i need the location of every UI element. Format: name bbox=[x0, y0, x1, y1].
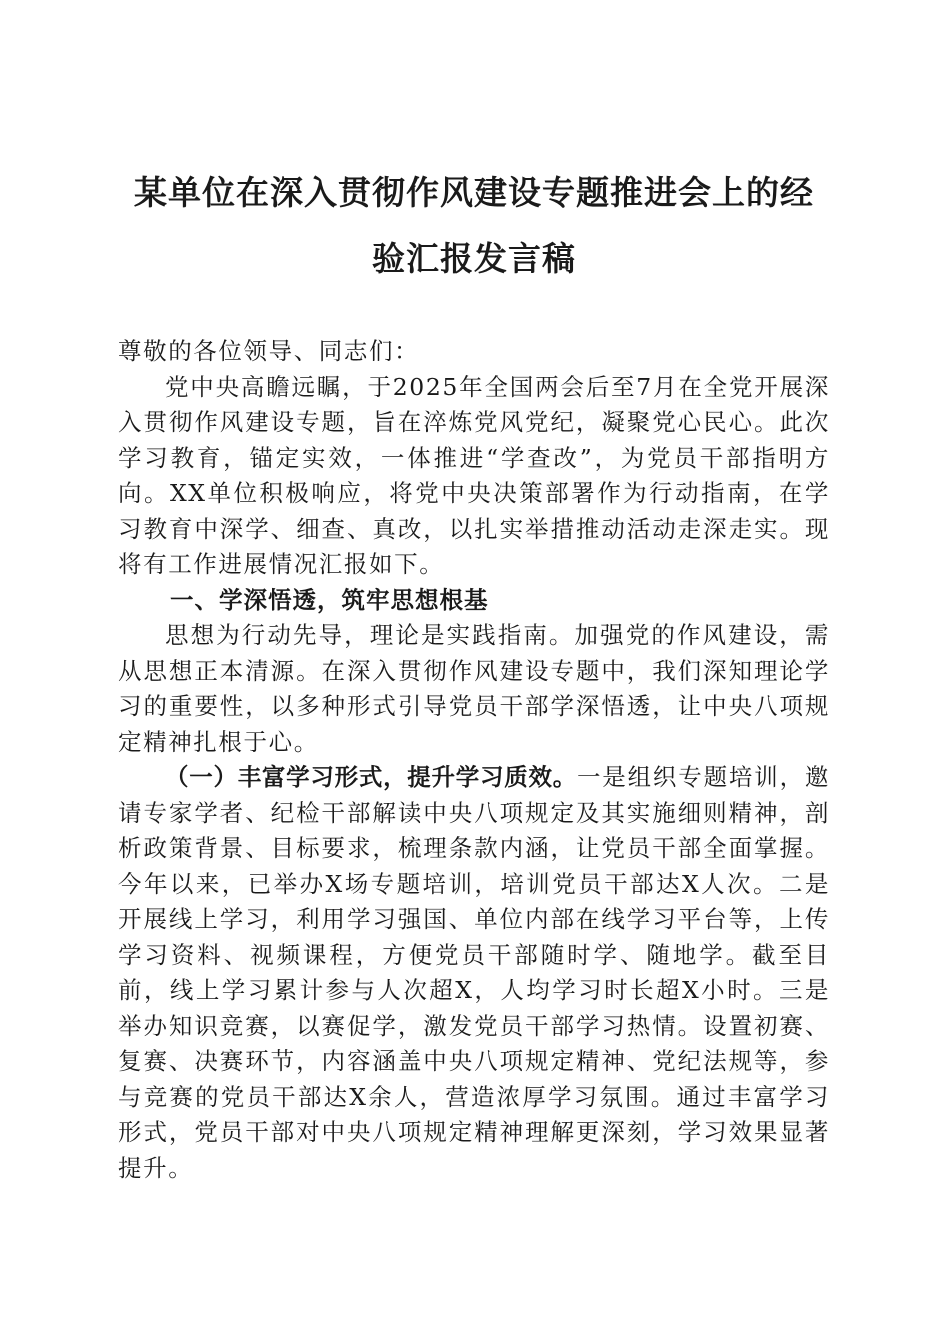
intro-paragraph: 党中央高瞻远瞩，于2025年全国两会后至7月在全党开展深入贯彻作风建设专题，旨在淬炼党风党纪，凝聚党心民心。此次学习教育，锚定实效，一体推进“学查改”，为党员干部指明方向。XX单位积极响应，将党中央决策部署作为行动指南，在学习教育中深学、细查、真改，以扎实举措推动活动走深走实。现将有工作进展情况汇报如下。 bbox=[118, 372, 830, 578]
subsection-1-paragraph bbox=[118, 760, 830, 1186]
document-page bbox=[118, 160, 830, 1186]
subsection-1-text: 一是组织专题培训，邀请专家学者、纪检干部解读中央八项规定及其实施细则精神，剖析政策背景、目标要求，梳理条款内涵，让党员干部全面掌握。今年以来，已举办X场专题培训，培训党员干部达X人次。二是开展线上学习，利用学习强国、单位内部在线学习平台等，上传学习资料、视频课程，方便党员干部随时学、随地学。截至目前，线上学习累计参与人次超X，人均学习时长超X小时。三是举办知识竞赛，以赛促学，激发党员干部学习热情。设置初赛、复赛、决赛环节，内容涵盖中央八项规定精神、党纪法规等，参与竞赛的党员干部达X余人，营造浓厚学习氛围。通过丰富学习形式，党员干部对中央八项规定精神理解更深刻，学习效果显著提升。 bbox=[118, 763, 831, 1182]
document-title bbox=[118, 160, 830, 292]
title-line-1: 某单位在深入贯彻作风建设专题推进会上的经 bbox=[134, 173, 814, 212]
title-line-2: 验汇报发言稿 bbox=[372, 239, 576, 278]
salutation: 尊敬的各位领导、同志们： bbox=[118, 337, 420, 365]
section-1-heading: 一、学深悟透，筑牢思想根基 bbox=[170, 585, 489, 614]
section-1-intro: 思想为行动先导，理论是实践指南。加强党的作风建设，需从思想正本清源。在深入贯彻作风建设专题中，我们深知理论学习的重要性，以多种形式引导党员干部学深悟透，让中央八项规定精神扎根于心。 bbox=[118, 621, 830, 756]
document-body bbox=[118, 334, 830, 1186]
subsection-1-lead: （一）丰富学习形式，提升学习质效。 bbox=[165, 763, 577, 791]
